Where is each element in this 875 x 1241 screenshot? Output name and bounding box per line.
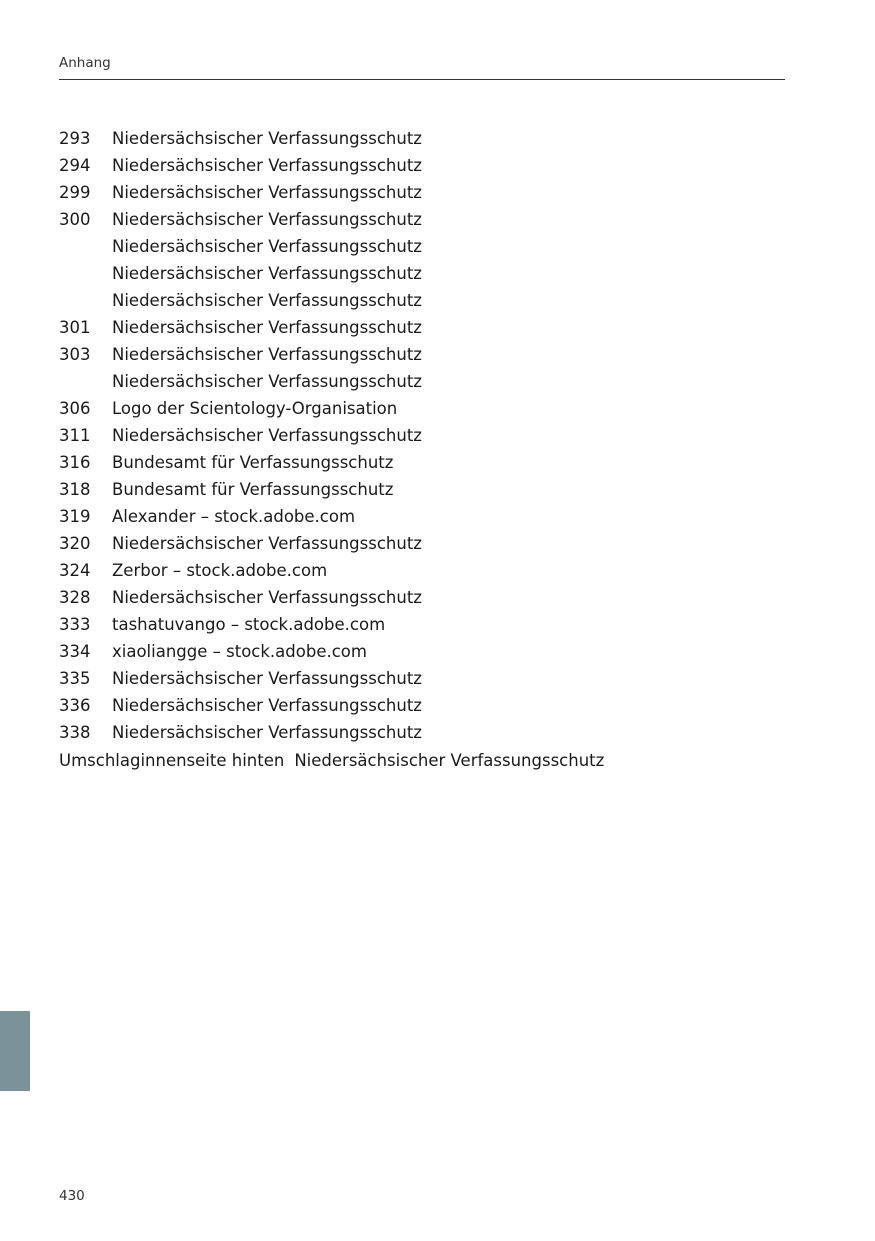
credit-row	[59, 719, 422, 746]
credit-page-number: 333	[59, 615, 91, 634]
credit-page-number: 306	[59, 399, 91, 418]
credit-row	[59, 611, 422, 638]
credit-page-number: 318	[59, 480, 91, 499]
credit-source: Bundesamt für Verfassungsschutz	[112, 480, 394, 499]
credit-row	[59, 125, 422, 152]
credit-source: Bundesamt für Verfassungsschutz	[112, 453, 394, 472]
header-rule	[59, 79, 785, 80]
credit-page-number: 319	[59, 507, 91, 526]
image-credits-list	[59, 125, 422, 746]
credit-source: Niedersächsischer Verfassungsschutz	[112, 318, 422, 337]
credit-row	[59, 395, 422, 422]
credit-row	[59, 422, 422, 449]
credit-row	[59, 503, 422, 530]
credit-row	[59, 665, 422, 692]
credit-page-number: 300	[59, 210, 91, 229]
credit-source: Niedersächsischer Verfassungsschutz	[112, 237, 422, 256]
credit-source: Niedersächsischer Verfassungsschutz	[112, 183, 422, 202]
credit-row	[59, 179, 422, 206]
credit-row	[59, 638, 422, 665]
credit-source: Niedersächsischer Verfassungsschutz	[112, 129, 422, 148]
credit-row	[59, 584, 422, 611]
credit-row	[59, 341, 422, 368]
credit-page-number: 294	[59, 156, 91, 175]
credit-source: Niedersächsischer Verfassungsschutz	[112, 264, 422, 283]
running-header: Anhang	[59, 55, 111, 71]
credit-source: Niedersächsischer Verfassungsschutz	[112, 210, 422, 229]
credit-row	[59, 314, 422, 341]
page-number: 430	[59, 1188, 85, 1204]
credit-page-number: 336	[59, 696, 91, 715]
credit-page-number: 324	[59, 561, 91, 580]
credit-page-number: 320	[59, 534, 91, 553]
back-cover-label: Umschlaginnenseite hinten	[59, 751, 285, 770]
credit-source: Niedersächsischer Verfassungsschutz	[112, 345, 422, 364]
chapter-side-tab	[0, 1011, 30, 1091]
credit-row	[59, 260, 422, 287]
credit-page-number: 316	[59, 453, 91, 472]
credit-row	[59, 368, 422, 395]
credit-page-number: 303	[59, 345, 91, 364]
credit-source: Alexander – stock.adobe.com	[112, 507, 356, 526]
credit-page-number: 301	[59, 318, 91, 337]
credit-source: Logo der Scientology-Organisation	[112, 399, 398, 418]
credit-row	[59, 692, 422, 719]
credit-page-number: 338	[59, 723, 91, 742]
credit-source: Niedersächsischer Verfassungsschutz	[112, 669, 422, 688]
credit-source: Niedersächsischer Verfassungsschutz	[112, 534, 422, 553]
credit-source: Niedersächsischer Verfassungsschutz	[112, 426, 422, 445]
credit-page-number: 328	[59, 588, 91, 607]
credit-page-number: 293	[59, 129, 91, 148]
credit-page-number: 335	[59, 669, 91, 688]
back-cover-credit	[59, 747, 604, 774]
credit-source: tashatuvango – stock.adobe.com	[112, 615, 386, 634]
credit-source: xiaoliangge – stock.adobe.com	[112, 642, 367, 661]
credit-row	[59, 530, 422, 557]
credit-source: Zerbor – stock.adobe.com	[112, 561, 328, 580]
credit-source: Niedersächsischer Verfassungsschutz	[112, 291, 422, 310]
credit-source: Niedersächsischer Verfassungsschutz	[112, 696, 422, 715]
credit-page-number: 334	[59, 642, 91, 661]
credit-row	[59, 449, 422, 476]
credit-row	[59, 206, 422, 233]
credit-page-number: 311	[59, 426, 91, 445]
credit-row	[59, 152, 422, 179]
credit-source: Niedersächsischer Verfassungsschutz	[112, 723, 422, 742]
credit-row	[59, 557, 422, 584]
credit-source: Niedersächsischer Verfassungsschutz	[112, 588, 422, 607]
credit-row	[59, 287, 422, 314]
credit-row	[59, 233, 422, 260]
credit-source: Niedersächsischer Verfassungsschutz	[112, 156, 422, 175]
credit-row	[59, 476, 422, 503]
credit-source: Niedersächsischer Verfassungsschutz	[112, 372, 422, 391]
back-cover-source: Niedersächsischer Verfassungsschutz	[294, 751, 605, 770]
credit-page-number: 299	[59, 183, 91, 202]
